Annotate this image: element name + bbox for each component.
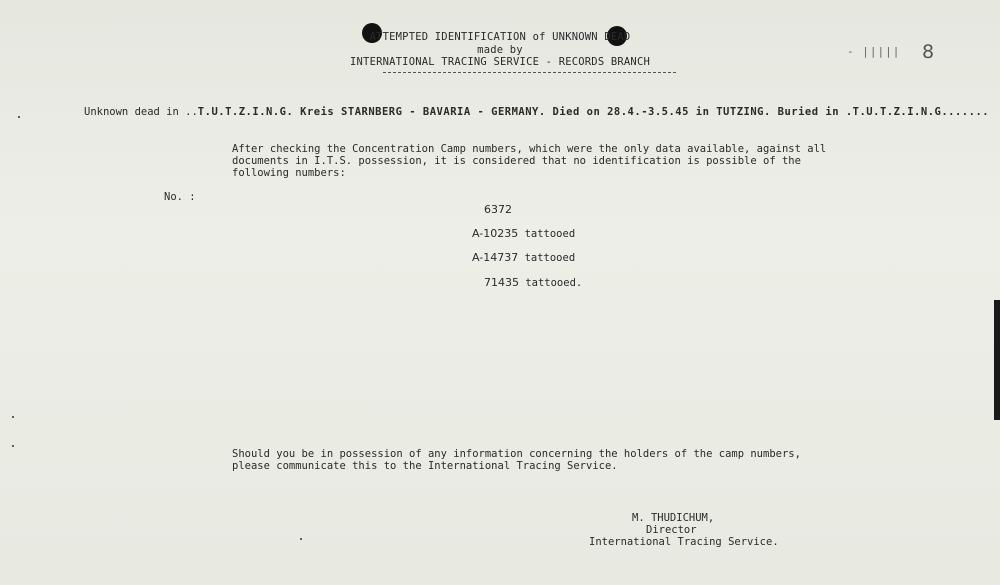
signature-name: M. THUDICHUM, <box>632 512 715 524</box>
header-made-by: made by <box>477 44 523 56</box>
signature-title: Director <box>646 524 697 536</box>
camp-number-item <box>484 276 582 289</box>
paper-speck <box>12 416 14 418</box>
reference-stamp: - ||||| <box>847 45 901 58</box>
reference-number: 8 <box>922 41 935 63</box>
signature-organization: International Tracing Service. <box>589 536 779 548</box>
camp-number-item <box>472 251 575 264</box>
closing-line-1: Should you be in possession of any information concerning the holders of the camp numbers, <box>232 448 801 460</box>
paper-speck <box>300 538 302 540</box>
unknown-dead-place: T.U.T.Z.I.N.G. Kreis STARNBERG - BAVARIA - GERMANY. Died on 28.4.-3.5.45 in TUTZING. Buried in .T.U.T.Z.I.N.G....... <box>197 106 990 118</box>
header-organization: INTERNATIONAL TRACING SERVICE - RECORDS BRANCH <box>350 56 650 68</box>
body-line-2: documents in I.T.S. possession, it is considered that no identification is possible of the <box>232 155 801 167</box>
paper-speck <box>18 116 20 118</box>
page-edge-shadow <box>994 300 1000 420</box>
unknown-dead-prefix: Unknown dead in .. <box>84 106 198 118</box>
camp-number-note: tattooed <box>524 252 576 264</box>
paper-speck <box>12 445 14 447</box>
camp-number: A-14737 <box>472 251 519 264</box>
body-line-1: After checking the Concentration Camp numbers, which were the only data available, against all <box>232 143 827 155</box>
header-title: ATTEMPTED IDENTIFICATION of UNKNOWN DEAD <box>369 31 631 43</box>
camp-number-item <box>484 203 512 216</box>
unknown-dead-line <box>84 106 989 118</box>
camp-number-note: tattooed. <box>525 277 583 289</box>
body-line-3: following numbers: <box>232 167 346 179</box>
camp-number-note: tattooed <box>524 228 576 240</box>
camp-number-item <box>472 227 575 240</box>
camp-number: 71435 <box>484 276 519 289</box>
camp-number: A-10235 <box>472 227 519 240</box>
header-underline <box>383 72 676 73</box>
camp-number: 6372 <box>484 203 512 216</box>
numbers-label: No. : <box>164 191 196 203</box>
closing-line-2: please communicate this to the International Tracing Service. <box>232 460 618 472</box>
